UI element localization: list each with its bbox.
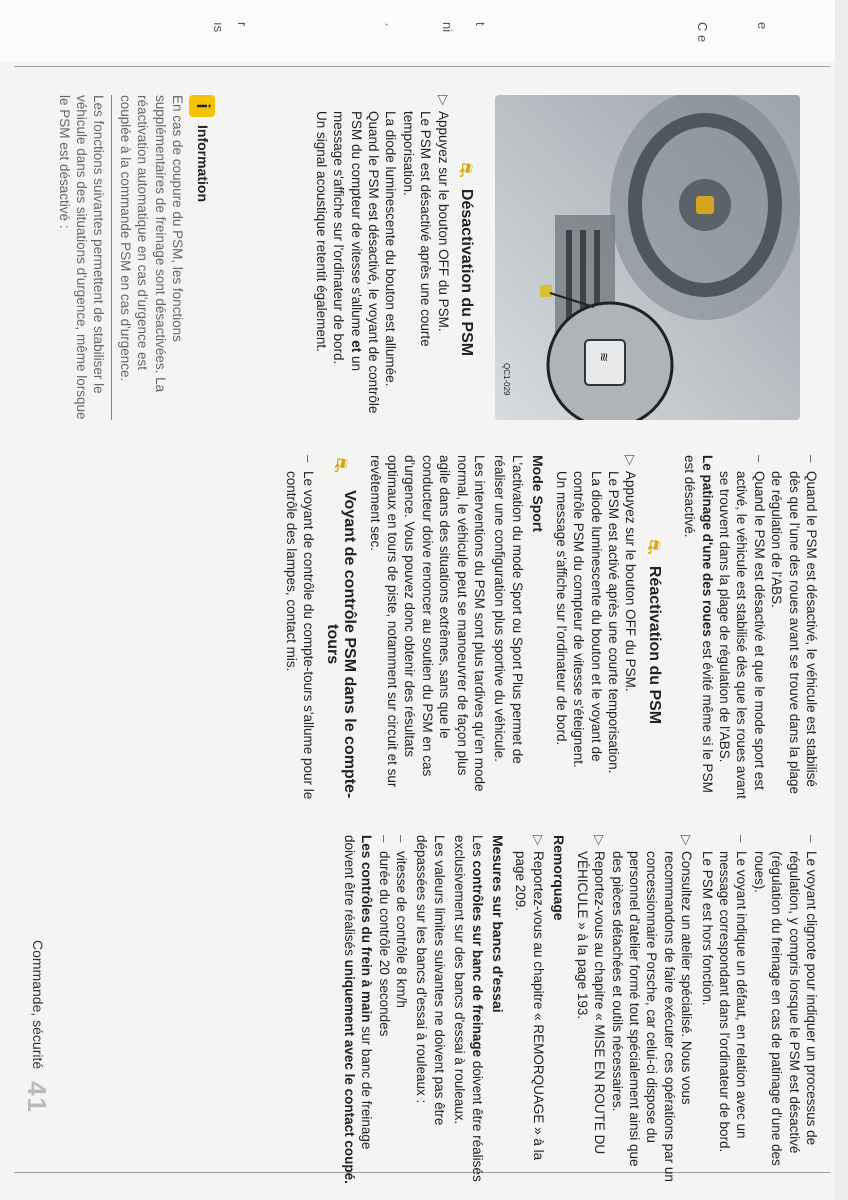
step-item: Un message s'affiche sur l'ordinateur de bord. [553,471,569,746]
ghost-text: C e [695,22,710,43]
list-item: – Quand le PSM est désactivé et que le mode sport est activé, le véhicule est stabilisé dès que les roues avant se trouvent dans la plage de régulation de l'ABS. [716,455,767,799]
rotated-page [20,80,820,1200]
remorquage-heading: Remorquage [551,835,568,921]
psm-car-icon: ⛐ [644,539,665,555]
mode-sport-p1: L'activation du mode Sport ou Sport Plus permet de réaliser une configuration plus sportive du véhicule. [492,455,525,764]
info-text: En cas de coupure du PSM, les fonctions supplémentaires de freinage sont désactivées. La réactivation automatique en cas d'urgence est couplée à la commande PSM en cas d'urgence. [117,95,185,393]
mesures-p2: Les valeurs limites suivantes ne doivent pas être dépassées sur les bancs d'essai à rouleaux : [414,835,447,1126]
step-item: ▷ Reportez-vous au chapitre « REMORQUAGE » à la page 209. [513,835,546,1161]
voyant-title [317,455,358,805]
psm-car-icon: ⛐ [456,162,477,178]
top-page-edge [0,0,848,62]
ghost-text: e [755,22,770,30]
desactivation-title [452,95,475,420]
voyant-heading: Voyant de contrôle PSM dans le compte-tours [323,490,359,799]
left-column [20,95,820,420]
step-item: ▷ Appuyez sur le bouton OFF du PSM. [435,95,451,332]
step-item: La diode luminescente du bouton est allumée. [383,111,399,387]
mesures-p1: Les contrôles sur banc de freinage doivent être réalisés exclusivement sur des bancs d'essai à rouleaux. [452,835,485,1182]
reactivation-title [639,455,665,805]
right-page-edge [835,0,848,1200]
list-item: – Quand le PSM est désactivé, le véhicule est stabilisé dès que l'une des roues avant se trouve dans la plage de régulation de l'ABS. [769,455,819,795]
steering-console-illustration [495,95,800,420]
ghost-text: ˏ [385,22,400,27]
desactivation-section [312,95,475,420]
ghost-text: ni [440,22,455,33]
list-item: – Le voyant de contrôle du compte-tours s'allume pour le contrôle des lampes, contact mis. [284,455,317,800]
svg-text:≋: ≋ [597,352,611,363]
step-item: Un signal acoustique retentit également. [313,111,329,352]
right-column [60,835,820,1190]
step-item: ▷ Reportez-vous au chapitre « MISE EN ROUTE DU VÉHICULE » à la page 193. [574,835,608,1155]
ghost-text: ıs [211,22,226,33]
mesures-heading: Mesures sur bancs d'essai [490,835,507,1013]
step-item: Le PSM est activé après une courte temporisation. [605,471,621,774]
top-rule [14,66,830,67]
info-rule [111,95,112,420]
step-item: La diode luminescente du bouton et le voyant de contrôle PSM du compteur de vitesse s'éteignent. [571,471,604,768]
mode-sport-heading: Mode Sport [530,455,547,532]
list-item: – Le voyant clignote pour indiquer un processus de régulation, y compris lorsque le PSM est désactivé (régulation du freinage en cas de patinage d'une des roues). [751,835,819,1166]
frein-paragraph: Les contrôles du frein à main sur banc de freinage doivent être réalisés uniquement avec le contact coupé. [341,835,375,1184]
reactivation-heading: Réactivation du PSM [645,565,663,725]
info-tail: Les fonctions suivantes permettent de stabiliser le véhicule dans des situations d'urgence, même lorsque le PSM est désactivé : [56,95,107,420]
mode-sport-p2: Les interventions du PSM sont plus tardives qu'en mode normal, le véhicule peut se manoeuvrer de façon plus agile dans des situations extrêmes, sans que le conducteur doive renoncer au soutien du PSM en cas d'urgence. Vous pouvez donc obtenir des résultats optimaux en tours de piste, notamment sur circuit et sur revêtement sec. [367,455,488,792]
step-item: ▷ Appuyez sur le bouton OFF du PSM. [623,455,639,692]
dashboard-photo [495,95,800,420]
list-item: – durée du contrôle 20 secondes [376,835,392,1037]
step-item: Quand le PSM est désactivé, le voyant de contrôle PSM du compteur de vitesse s'allume et un message s'affiche sur l'ordinateur de bord. [331,111,381,414]
page-number: 41 [22,1081,52,1114]
hors-fonction: Le PSM est hors fonction. [699,851,715,1006]
step-item: Le PSM est désactivé après une courte temporisation. [400,111,434,347]
ghost-text: t [473,22,488,26]
step-item: ▷ Consultez un atelier spécialisé. Nous vous recommandons de faire exécuter ces opérations par un concessionnaire Porsche, car celui-ci dispose du personnel d'atelier formé tout spécialement ainsi que des pièces détachées et outils nécessaires. [609,835,695,1182]
ghost-text: r [235,22,250,27]
information-box [55,95,215,420]
psm-car-icon: ⛐ [330,457,351,473]
middle-column [20,455,820,805]
desactivation-heading: Désactivation du PSM [458,188,475,357]
info-title: Information [194,125,211,202]
footer-label: Commande, sécurité [29,940,46,1070]
page-footer [21,940,52,1114]
list-item: – Le voyant indique un défaut, en relation avec un message correspondant dans l'ordinateur de bord. [716,835,750,1153]
list-item: – vitesse de contrôle 8 km/h [394,835,410,1008]
patinage-paragraph: Le patinage d'une des roues est évité même si le PSM est désactivé. [682,455,715,793]
info-icon: i [189,95,215,117]
image-label: QC1-029 [502,363,511,396]
